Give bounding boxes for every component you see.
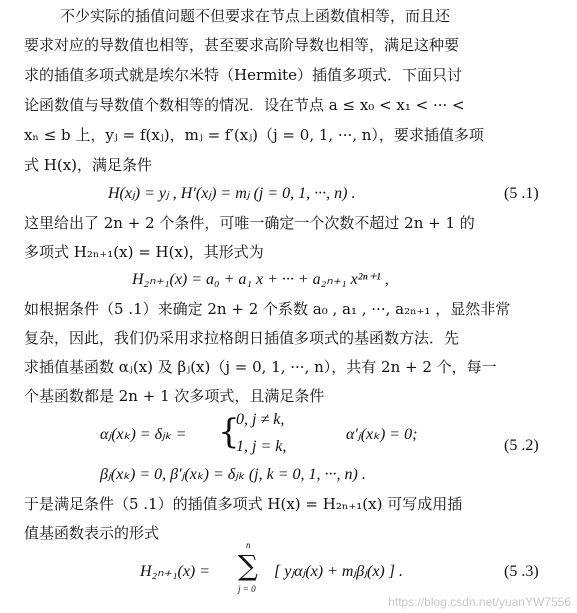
paragraph2-line1: 这里给出了 2n + 2 个条件，可唯一确定一个次数不超过 2n + 1 的 <box>24 214 475 232</box>
paragraph3-line2: 复杂，因此，我们仍采用求拉格朗日插值多项式的基函数方法．先 <box>24 329 460 347</box>
summation-lower-limit: j = 0 <box>238 584 256 594</box>
cases-brace: { <box>218 412 240 452</box>
paragraph3-line1: 如根据条件（5 .1）来确定 2n + 2 个系数 a₀ , a₁ , ···, a₂ₙ₊₁ ，显然非常 <box>24 300 511 318</box>
equation-5-2-alpha-derivative: α′ⱼ(xₖ) = 0; <box>346 426 418 443</box>
equation-number-5-1: (5 .1) <box>504 185 539 202</box>
equation-number-5-2: (5 .2) <box>504 437 539 454</box>
paragraph1-line3: 求的插值多项式就是埃尔米特（Hermite）插值多项式．下面只讨 <box>24 66 463 84</box>
equation-5-2-beta: βⱼ(xₖ) = 0, β′ⱼ(xₖ) = δⱼₖ (j, k = 0, 1, ···, n) . <box>100 466 366 483</box>
paragraph4-line1: 于是满足条件（5 .1）的插值多项式 H(x) = H₂ₙ₊₁(x) 可写成用插 <box>24 495 463 513</box>
paragraph1-line1: 不少实际的插值问题不但要求在节点上函数值相等，而且还 <box>60 7 451 25</box>
equation-5-3-rhs: [ yⱼαⱼ(x) + mⱼβⱼ(x) ] . <box>274 563 403 580</box>
paragraph1-line2: 要求对应的导数值也相等，甚至要求高阶导数也相等，满足这种要 <box>24 36 460 54</box>
paragraph1-line5: xₙ ≤ b 上，yⱼ = f(xⱼ)，mⱼ = f′(xⱼ)（j = 0, 1, ···, n），要求插值多项 <box>24 126 484 144</box>
paragraph4-line2: 值基函数表示的形式 <box>24 524 160 542</box>
equation-5-3-lhs: H₂ₙ₊₁(x) = <box>140 563 211 580</box>
watermark-url: https://blog.csdn.net/yuanYW7556 <box>388 595 571 609</box>
equation-5-1: H(xⱼ) = yⱼ , H′(xⱼ) = mⱼ (j = 0, 1, ···, n) . <box>108 185 356 202</box>
equation-5-2-case1: 0, j ≠ k, <box>236 411 285 428</box>
equation-number-5-3: (5 .3) <box>504 563 539 580</box>
summation-sign: ∑ <box>238 549 258 582</box>
paragraph1-line6: 式 H(x)，满足条件 <box>24 156 153 174</box>
paragraph3-line3: 求插值基函数 αⱼ(x) 及 βⱼ(x)（j = 0, 1, ···, n），共有 2n + 2 个，每一 <box>24 358 497 376</box>
equation-polynomial-form: H₂ₙ₊₁(x) = a₀ + a₁ x + ··· + a₂ₙ₊₁ x²ⁿ⁺¹ , <box>132 271 389 288</box>
equation-5-2-alpha-lhs: αⱼ(xₖ) = δⱼₖ = <box>100 426 187 443</box>
equation-5-2-case2: 1, j = k, <box>236 438 287 455</box>
paragraph1-line4: 论函数值与导数值个数相等的情况．设在节点 a ≤ x₀ < x₁ < ··· < <box>24 96 465 114</box>
summation-block <box>232 540 272 600</box>
summation-upper-limit: n <box>246 540 251 550</box>
paragraph3-line4: 个基函数都是 2n + 1 次多项式，且满足条件 <box>24 387 325 405</box>
paragraph2-line2: 多项式 H₂ₙ₊₁(x) = H(x)，其形式为 <box>24 243 264 261</box>
